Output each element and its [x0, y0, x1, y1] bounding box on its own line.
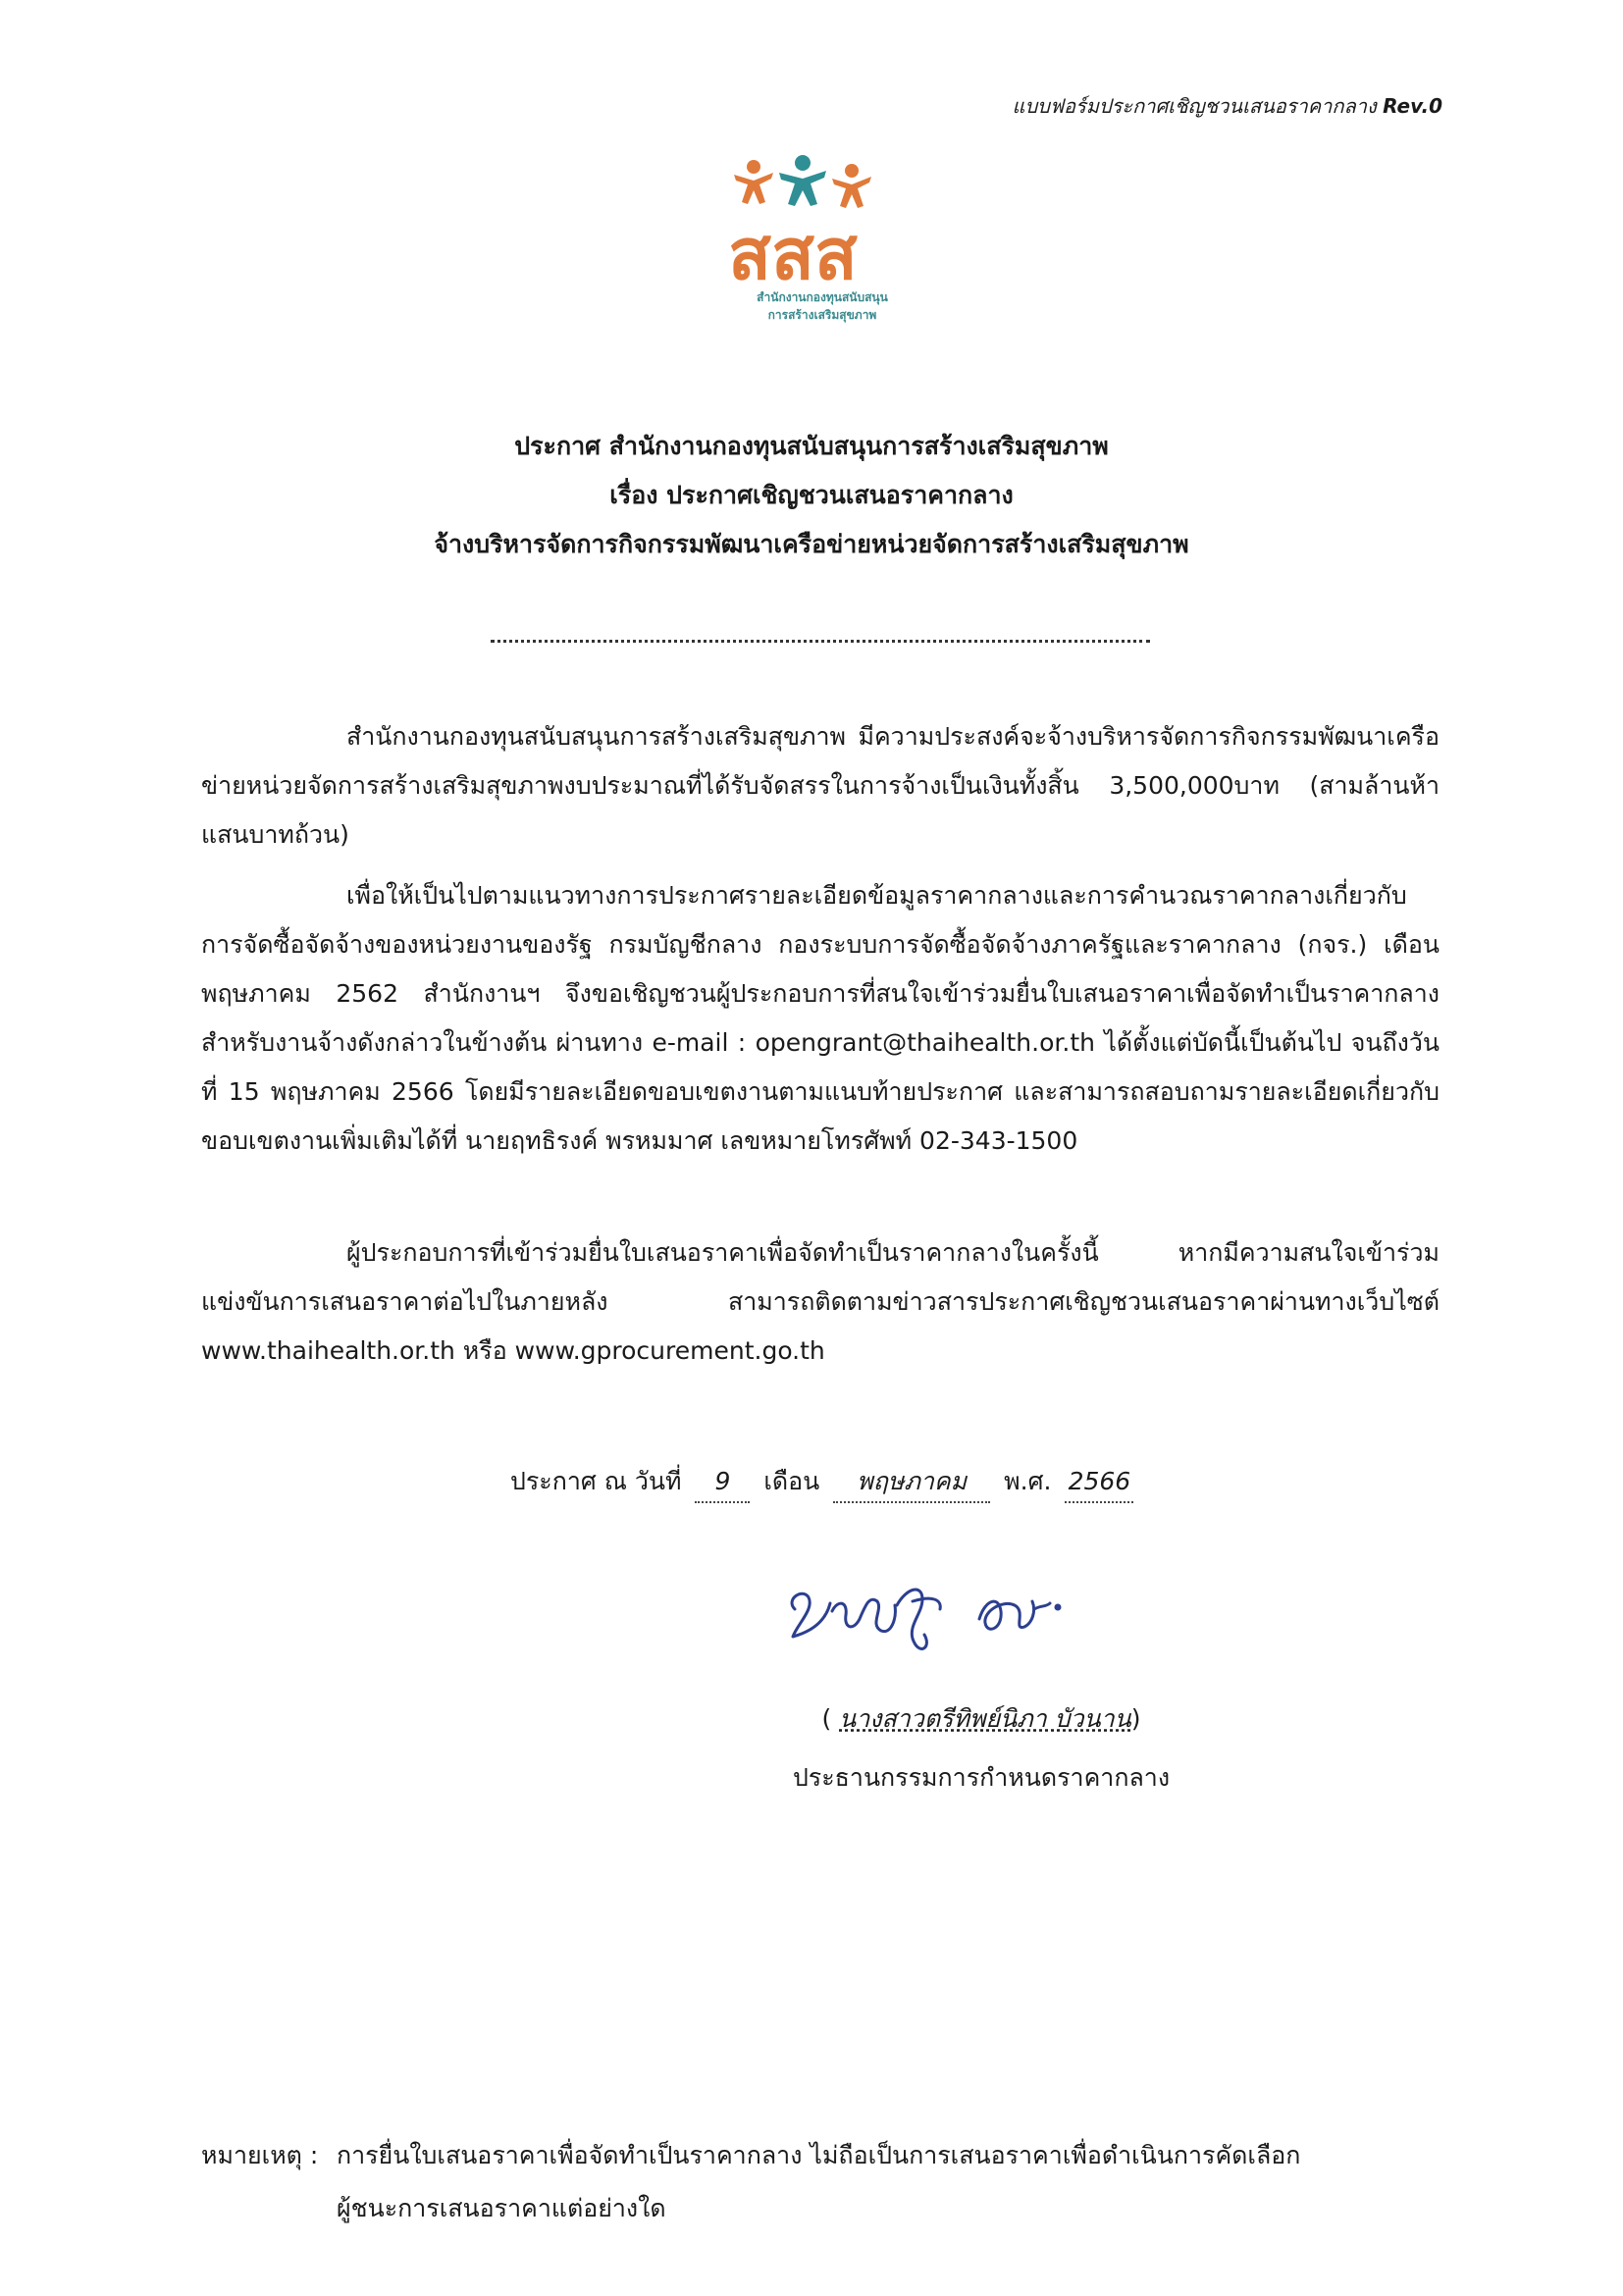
- logo-tagline-1: สำนักงานกองทุนสนับสนุน: [757, 290, 888, 304]
- dotted-divider: [491, 640, 1150, 643]
- date-prefix: ประกาศ ณ วันที่: [510, 1467, 682, 1495]
- signer-name: ( นางสาวตรีทิพย์นิภา บัวนาน): [821, 1704, 1141, 1733]
- paragraph-1-text: สำนักงานกองทุนสนับสนุนการสร้างเสริมสุขภาพ มีความประสงค์จะจ้างบริหารจัดการกิจกรรมพัฒนาเครือข่ายหน่วยจัดการสร้างเสริมสุขภาพงบประมาณที่ได้รับจัดสรรในการจ้างเป็นเงินทั้งสิ้น 3,500,000บาท (สามล้านห้าแสนบาทถ้วน): [201, 722, 1440, 849]
- organization-logo: [716, 153, 913, 330]
- signer-title: ประธานกรรมการกำหนดราคากลาง: [792, 1763, 1171, 1792]
- announcement-line-3: จ้างบริหารจัดการกิจกรรมพัฒนาเครือข่ายหน่วยจัดการสร้างเสริมสุขภาพ: [434, 530, 1189, 558]
- body-paragraph-3: [201, 1228, 1440, 1376]
- announcement-date: [510, 1462, 1139, 1503]
- three-people-figures-icon: [716, 153, 913, 290]
- date-month: พฤษภาคม: [833, 1462, 990, 1503]
- paragraph-2-text: เพื่อให้เป็นไปตามแนวทางการประกาศรายละเอียดข้อมูลราคากลางและการคำนวณราคากลางเกี่ยวกับการจัดซื้อจัดจ้างของหน่วยงานของรัฐ กรมบัญชีกลาง กองระบบการจัดซื้อจัดจ้างภาครัฐและราคากลาง (กจร.) เดือนพฤษภาคม 2562 สำนักงานฯ จึงขอเชิญชวนผู้ประกอบการที่สนใจเข้าร่วมยื่นใบเสนอราคาเพื่อจัดทำเป็นราคากลางสำหรับงานจ้างดังกล่าวในข้างต้น ผ่านทาง e-mail : opengrant@thaihealth.or.th ได้ตั้งแต่บัดนี้เป็นต้นไป จนถึงวันที่ 15 พฤษภาคม 2566 โดยมีรายละเอียดขอบเขตงานตามแนบท้ายประกาศ และสามารถสอบถามรายละเอียดเกี่ยวกับขอบเขตงานเพิ่มเติมได้ที่ นายฤทธิรงค์ พรหมมาศ เลขหมายโทรศัพท์ 02-343-1500: [201, 881, 1440, 1155]
- note-label: หมายเหตุ :: [201, 2141, 319, 2169]
- body-paragraph-2: [201, 871, 1440, 1166]
- footnote: [201, 2129, 1440, 2235]
- body-paragraph-1: [201, 712, 1440, 860]
- signer-name-text: นางสาวตรีทิพย์นิภา บัวนาน: [839, 1704, 1131, 1733]
- paragraph-3-text: ผู้ประกอบการที่เข้าร่วมยื่นใบเสนอราคาเพื่อจัดทำเป็นราคากลางในครั้งนี้ หากมีความสนใจเข้าร่วมแข่งขันการเสนอราคาต่อไปในภายหลัง สามารถติดตามข่าวสารประกาศเชิญชวนเสนอราคาผ่านทางเว็บไซต์ www.thaihealth.or.th หรือ www.gprocurement.go.th: [201, 1238, 1440, 1365]
- date-day: 9: [695, 1462, 750, 1503]
- note-line-2: ผู้ชนะการเสนอราคาแต่อย่างใด: [337, 2194, 666, 2222]
- form-label-text: แบบฟอร์มประกาศเชิญชวนเสนอราคากลาง: [1012, 94, 1377, 118]
- logo-tagline-2: การสร้างเสริมสุขภาพ: [767, 308, 877, 322]
- logo-mark: สสส: [728, 213, 858, 290]
- announcement-line-2: เรื่อง ประกาศเชิญชวนเสนอราคากลาง: [609, 481, 1014, 509]
- note-line-1: การยื่นใบเสนอราคาเพื่อจัดทำเป็นราคากลาง ไม่ถือเป็นการเสนอราคาเพื่อดำเนินการคัดเลือก: [337, 2141, 1301, 2169]
- date-year-label: พ.ศ.: [1004, 1467, 1052, 1495]
- date-year: 2566: [1065, 1462, 1133, 1503]
- announcement-title: [196, 422, 1427, 569]
- form-label: [1013, 90, 1442, 122]
- announcement-line-1: ประกาศ สำนักงานกองทุนสนับสนุนการสร้างเสริมสุขภาพ: [514, 432, 1109, 460]
- handwritten-signature: [775, 1540, 1128, 1688]
- date-month-label: เดือน: [763, 1467, 820, 1495]
- form-revision: Rev.0: [1383, 94, 1442, 118]
